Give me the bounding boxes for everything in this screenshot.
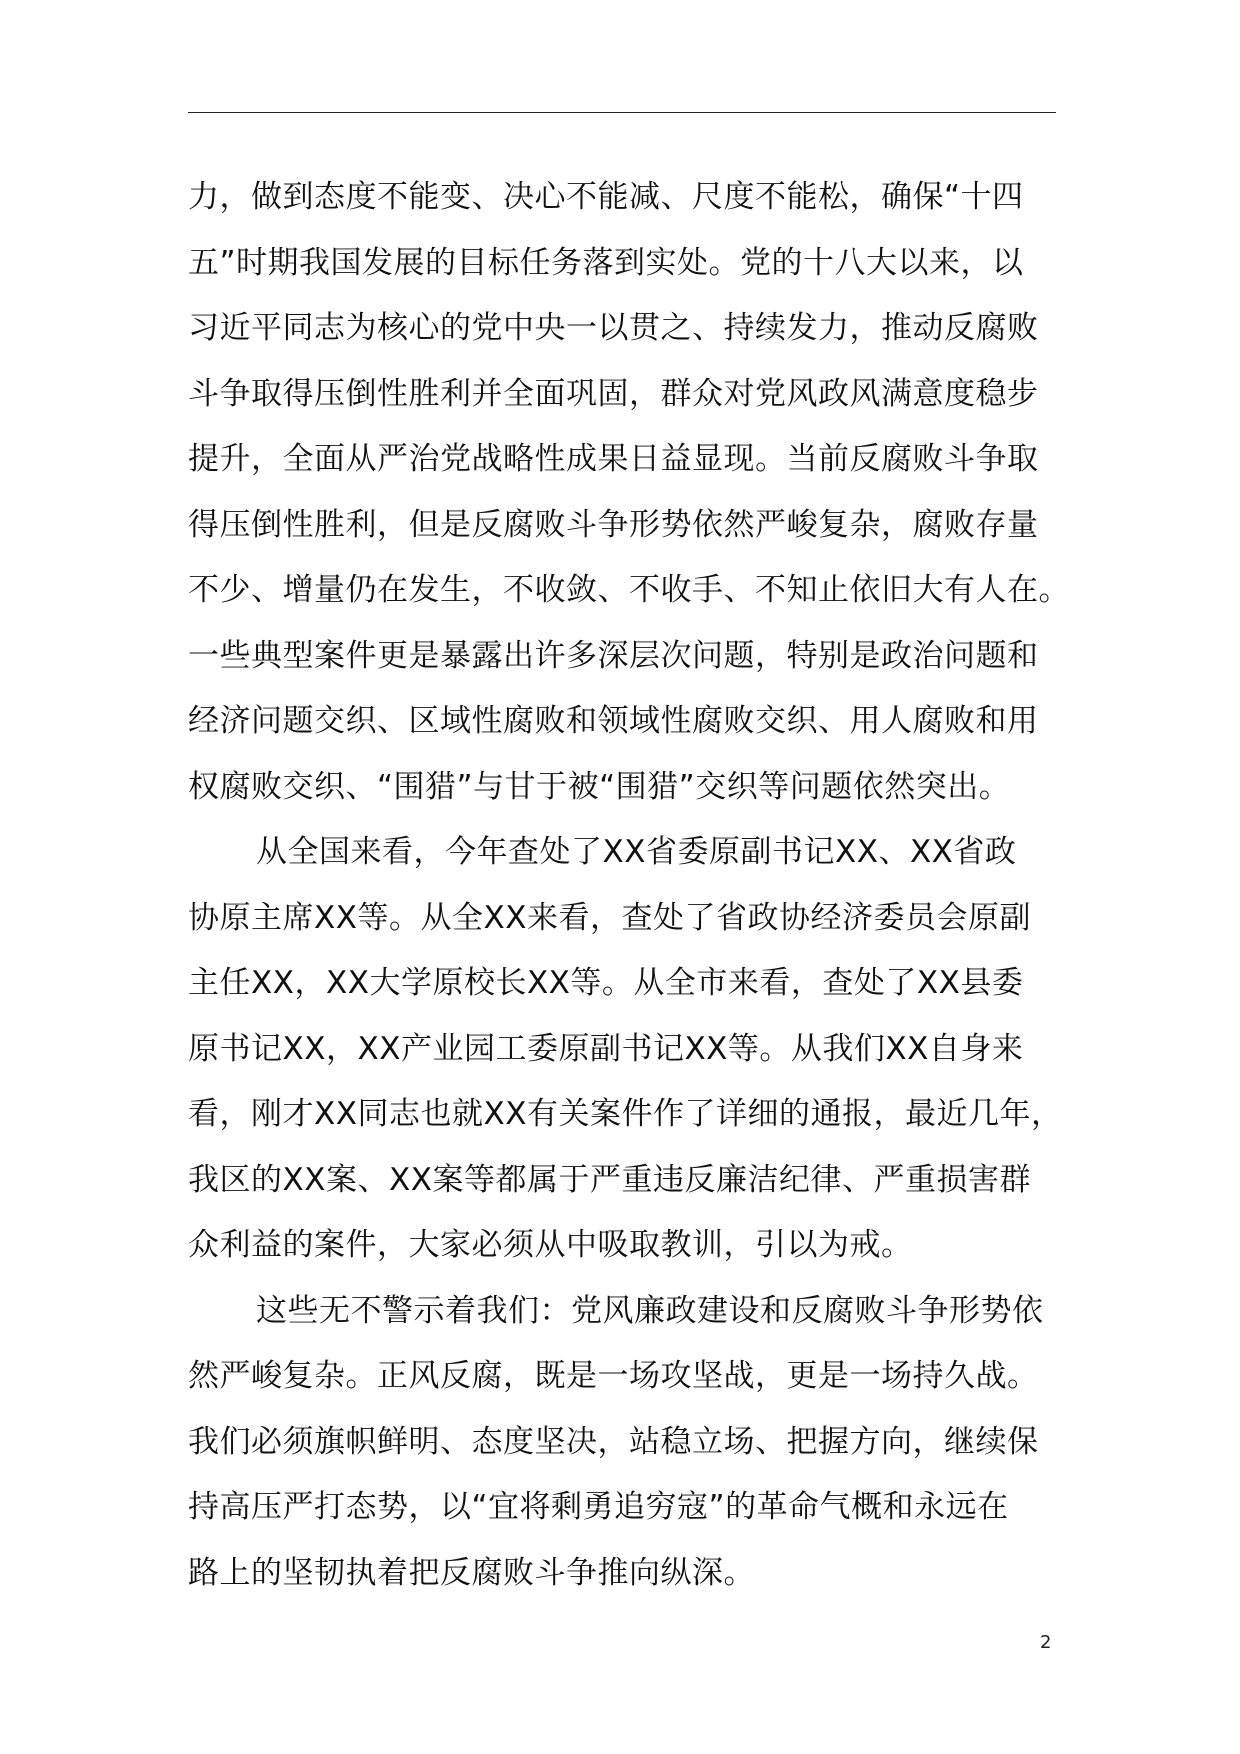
paragraph-first-line: 从全国来看，今年查处了XX省委原副书记XX、XX省政 xyxy=(256,834,1017,870)
header-rule xyxy=(188,112,1056,113)
text-line: 协原主席XX等。从全XX来看，查处了省政协经济委员会原副 xyxy=(188,899,1031,936)
text-line: 路上的坚韧执着把反腐败斗争推向纵深。 xyxy=(188,1554,755,1591)
text-line: 我区的XX案、XX案等都属于严重违反廉洁纪律、严重损害群 xyxy=(188,1161,1031,1198)
text-line: 力，做到态度不能变、决心不能减、尺度不能松，确保“十四 xyxy=(188,179,1024,215)
text-line: 我们必须旗帜鲜明、态度坚决，站稳立场、把握方向，继续保 xyxy=(188,1423,1039,1460)
text-line: 主任XX，XX大学原校长XX等。从全市来看，查处了XX县委 xyxy=(188,965,1024,1001)
text-line: 经济问题交织、区域性腐败和领域性腐败交织、用人腐败和用 xyxy=(188,703,1039,739)
body-text xyxy=(188,165,1068,1606)
text-line: 不少、增量仍在发生，不收敛、不收手、不知止依旧大有人在。 xyxy=(188,572,1070,608)
text-line: 然严峻复杂。正风反腐，既是一场攻坚战，更是一场持久战。 xyxy=(188,1358,1039,1394)
text-line: 一些典型案件更是暴露出许多深层次问题，特别是政治问题和 xyxy=(188,637,1039,674)
text-line: 习近平同志为核心的党中央一以贯之、持续发力，推动反腐败 xyxy=(188,310,1039,346)
text-line: 五”时期我国发展的目标任务落到实处。党的十八大以来，以 xyxy=(188,244,1024,281)
text-line: 提升，全面从严治党战略性成果日益显现。当前反腐败斗争取 xyxy=(188,441,1039,477)
text-line: 看，刚才XX同志也就XX有关案件作了详细的通报，最近几年， xyxy=(188,1096,1063,1132)
text-line: 斗争取得压倒性胜利并全面巩固，群众对党风政风满意度稳步 xyxy=(188,375,1039,412)
text-line: 得压倒性胜利，但是反腐败斗争形势依然严峻复杂，腐败存量 xyxy=(188,506,1039,543)
text-line: 权腐败交织、“围猎”与甘于被“围猎”交织等问题依然突出。 xyxy=(188,768,1011,805)
paragraph-first-line: 这些无不警示着我们：党风廉政建设和反腐败斗争形势依 xyxy=(256,1292,1044,1329)
page-number: 2 xyxy=(1040,1632,1052,1653)
text-line: 原书记XX，XX产业园工委原副书记XX等。从我们XX自身来 xyxy=(188,1030,1024,1067)
text-line: 众利益的案件，大家必须从中吸取教训，引以为戒。 xyxy=(188,1227,913,1263)
text-line: 持高压严打态势，以“宜将剩勇追穷寇”的革命气概和永远在 xyxy=(188,1489,1009,1525)
